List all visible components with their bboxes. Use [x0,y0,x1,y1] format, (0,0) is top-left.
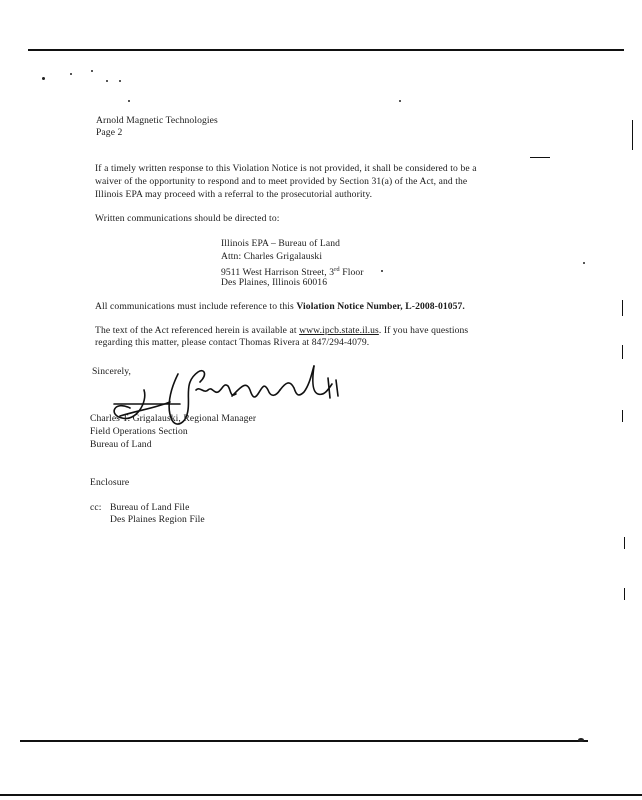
paragraph-4-text-post: . If you have questions [378,325,469,336]
paragraph-2: Written communications should be directed to: [95,213,280,224]
paragraph-4-line-1 [95,325,468,337]
bottom-edge-rule [0,794,642,796]
right-margin-mark [632,120,633,150]
scan-speck [119,80,121,82]
page-number: Page 2 [96,127,123,138]
paragraph-4-line-2: regarding this matter, please contact Thomas Rivera at 847/294-4079. [95,337,370,348]
paragraph-1-line-3: Illinois EPA may proceed with a referral to the prosecutorial authority. [95,189,373,200]
address-ordinal: rd [334,266,340,273]
signer-name-title: Charles T. Grigalauski, Regional Manager [90,413,257,424]
top-rule [28,49,624,51]
address-street: 9511 West Harrison Street, 3 [221,267,335,279]
address-line-4: Des Plaines, Illinois 60016 [221,277,328,288]
cc-label: cc: [90,502,102,513]
scan-speck [578,738,584,742]
right-margin-mark [622,410,623,422]
scan-speck [583,262,585,264]
paragraph-3 [95,301,465,313]
company-name: Arnold Magnetic Technologies [96,115,218,126]
bottom-rule [20,740,588,742]
scan-speck [128,100,130,102]
right-margin-mark [622,300,623,316]
right-margin-mark [530,157,550,158]
signer-section: Field Operations Section [90,426,188,437]
signer-bureau: Bureau of Land [90,439,152,450]
scan-speck [70,73,72,75]
violation-notice-number: Violation Notice Number, L-2008-01057. [296,301,465,312]
scan-speck [381,270,383,272]
address-line-1: Illinois EPA – Bureau of Land [221,238,340,249]
cc-recipient-1: Bureau of Land File [110,502,190,513]
address-floor: Floor [339,267,364,279]
scan-speck [399,100,401,102]
salutation: Sincerely, [92,366,132,377]
paragraph-1-line-1: If a timely written response to this Violation Notice is not provided, it shall be considered to be a [95,163,477,174]
right-margin-mark [622,345,623,359]
enclosure-note: Enclosure [90,477,130,488]
paragraph-4-text: The text of the Act referenced herein is available at [95,325,300,336]
paragraph-1-line-2: waiver of the opportunity to respond and to meet provided by Section 31(a) of the Act, and the [95,176,468,187]
scan-speck [106,80,108,82]
scan-speck [91,70,93,72]
ipcb-website-link[interactable]: www.ipcb.state.il.us [299,325,379,336]
right-margin-mark [624,537,625,549]
cc-recipient-2: Des Plaines Region File [110,514,205,525]
address-line-2: Attn: Charles Grigalauski [221,251,323,262]
right-margin-mark [624,588,625,600]
scan-speck [42,77,45,80]
paragraph-3-text: All communications must include reference to this [95,301,297,312]
